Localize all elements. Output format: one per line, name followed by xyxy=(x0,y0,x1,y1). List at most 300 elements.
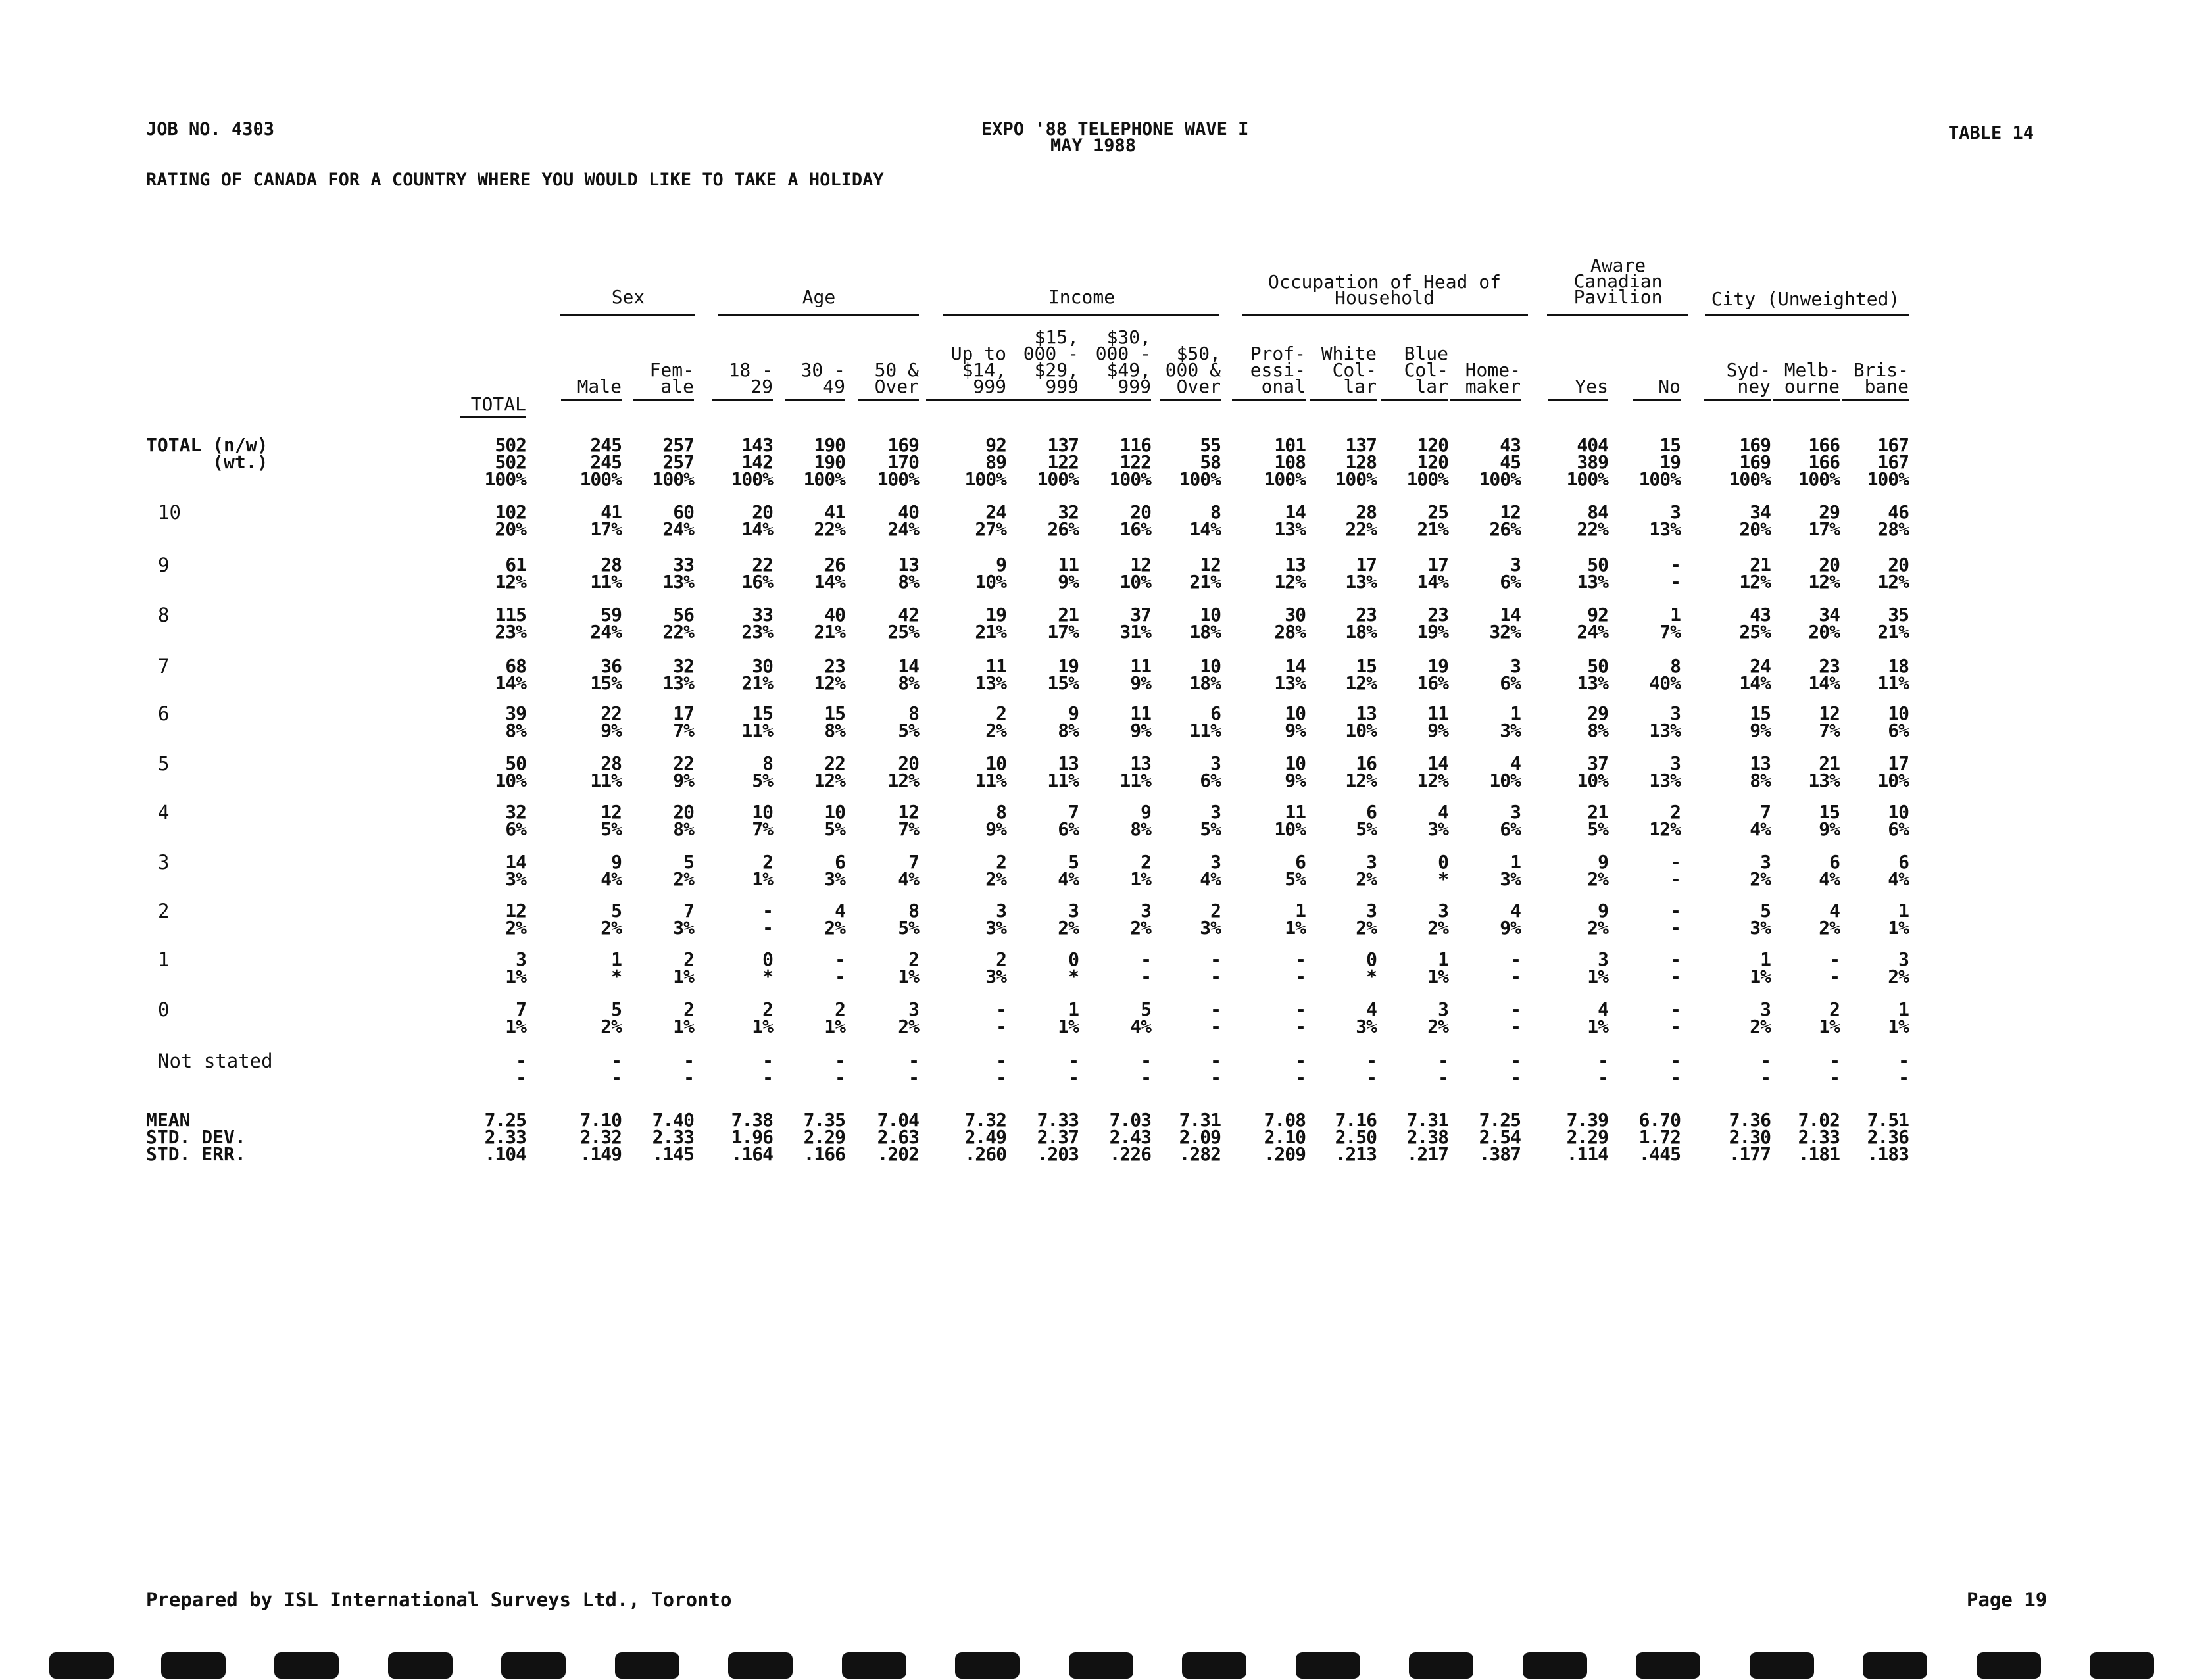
feed-hole xyxy=(1863,1652,1927,1679)
table-cell: 2 2% xyxy=(985,703,1006,741)
table-cell: 190 190 100% xyxy=(803,434,845,490)
table-cell: - - xyxy=(1510,1050,1521,1089)
table-cell: 3 2% xyxy=(898,999,919,1037)
table-cell: - - xyxy=(996,999,1006,1037)
table-cell: 13 11% xyxy=(1119,753,1151,791)
table-cell: 10 11% xyxy=(975,753,1006,791)
table-cell: 3 6% xyxy=(1500,554,1521,593)
table-cell: 7.31 2.09 .282 xyxy=(1179,1109,1221,1165)
table-cell: 15 8% xyxy=(824,703,845,741)
table-cell: 14 13% xyxy=(1274,501,1306,540)
page-number: Page 19 xyxy=(1967,1589,2048,1611)
group-rule xyxy=(560,314,695,316)
table-cell: 12 7% xyxy=(1819,703,1840,741)
table-cell: 3 2% xyxy=(1888,949,1909,987)
column-header: 18 - 29 xyxy=(728,359,773,397)
table-cell: 3 6% xyxy=(1500,801,1521,840)
report-title: EXPO '88 TELEPHONE WAVE I xyxy=(981,119,1249,139)
table-cell: 6 11% xyxy=(1189,703,1221,741)
group-header-income: Income xyxy=(1048,286,1116,308)
column-rule xyxy=(1310,399,1377,401)
column-header: Home- maker xyxy=(1465,359,1521,397)
table-cell: - - xyxy=(516,1050,526,1089)
column-rule xyxy=(926,399,1006,401)
table-cell: - - xyxy=(1510,949,1521,987)
table-cell: 2 1% xyxy=(752,999,773,1037)
feed-hole xyxy=(1977,1652,2041,1679)
table-cell: 14 8% xyxy=(898,655,919,694)
column-rule xyxy=(1077,399,1151,401)
table-cell: - - xyxy=(1670,949,1681,987)
table-cell: 7 4% xyxy=(1750,801,1771,840)
table-cell: 12 7% xyxy=(898,801,919,840)
table-cell: 25 21% xyxy=(1417,501,1448,540)
feed-hole xyxy=(2090,1652,2154,1679)
table-cell: 4 2% xyxy=(1819,900,1840,939)
group-header-aware: Aware Canadian Pavilion xyxy=(1573,255,1663,308)
prepared-by: Prepared by ISL International Surveys Ltd., Toronto xyxy=(146,1589,732,1611)
column-header: Syd- ney xyxy=(1726,359,1771,397)
table-cell: 34 20% xyxy=(1808,604,1840,643)
table-cell: 8 40% xyxy=(1649,655,1681,694)
table-cell: 22 16% xyxy=(741,554,773,593)
column-header: Up to $14, 999 xyxy=(950,343,1006,397)
table-cell: 59 24% xyxy=(590,604,622,643)
table-cell: 6.70 1.72 .445 xyxy=(1638,1109,1681,1165)
table-cell: 61 12% xyxy=(495,554,526,593)
table-cell: 7.25 2.33 .104 xyxy=(484,1109,526,1165)
table-cell: 11 9% xyxy=(1130,655,1151,694)
feed-hole xyxy=(955,1652,1020,1679)
table-number: TABLE 14 xyxy=(1948,123,2034,143)
column-header: 30 - 49 xyxy=(800,359,845,397)
table-cell: 116 122 100% xyxy=(1109,434,1151,490)
table-cell: 21 13% xyxy=(1808,753,1840,791)
table-cell: 33 23% xyxy=(741,604,773,643)
table-cell: 9 10% xyxy=(975,554,1006,593)
feed-hole xyxy=(1069,1652,1133,1679)
table-cell: 15 9% xyxy=(1819,801,1840,840)
table-cell: 43 45 100% xyxy=(1479,434,1521,490)
feed-hole xyxy=(49,1652,114,1679)
table-cell: 15 11% xyxy=(741,703,773,741)
table-cell: 1 7% xyxy=(1659,604,1681,643)
table-cell: 7.31 2.38 .217 xyxy=(1406,1109,1448,1165)
table-cell: 92 89 100% xyxy=(964,434,1006,490)
table-cell: 1 1% xyxy=(1888,999,1909,1037)
table-cell: 13 8% xyxy=(898,554,919,593)
table-cell: 2 1% xyxy=(673,999,694,1037)
table-cell: 39 8% xyxy=(505,703,526,741)
table-cell: 23 18% xyxy=(1345,604,1377,643)
table-cell: 8 9% xyxy=(985,801,1006,840)
table-cell: 34 20% xyxy=(1739,501,1771,540)
table-cell: 3 13% xyxy=(1649,501,1681,540)
table-cell: 28 11% xyxy=(590,753,622,791)
table-cell: 137 128 100% xyxy=(1335,434,1377,490)
table-cell: 6 4% xyxy=(1819,851,1840,890)
table-cell: 169 170 100% xyxy=(877,434,919,490)
table-cell: 50 13% xyxy=(1577,554,1608,593)
table-cell: 14 3% xyxy=(505,851,526,890)
report-date: MAY 1988 xyxy=(1050,136,1137,156)
column-header: Prof- essi- onal xyxy=(1250,343,1306,397)
table-cell: 8 14% xyxy=(1189,501,1221,540)
row-label: 10 xyxy=(158,501,181,524)
table-cell: 1 3% xyxy=(1500,851,1521,890)
table-cell: 15 9% xyxy=(1750,703,1771,741)
column-rule xyxy=(633,399,694,401)
table-cell: 102 20% xyxy=(495,501,526,540)
table-cell: 11 9% xyxy=(1130,703,1151,741)
table-cell: 22 12% xyxy=(814,753,845,791)
table-cell: 7.03 2.43 .226 xyxy=(1109,1109,1151,1165)
table-cell: 8 5% xyxy=(898,900,919,939)
column-header: Yes xyxy=(1575,376,1608,397)
table-cell: 10 9% xyxy=(1285,703,1306,741)
table-cell: 29 17% xyxy=(1808,501,1840,540)
table-cell: 2 3% xyxy=(1200,900,1221,939)
table-cell: 8 5% xyxy=(752,753,773,791)
table-cell: 3 3% xyxy=(985,900,1006,939)
table-cell: 26 14% xyxy=(814,554,845,593)
table-cell: 37 31% xyxy=(1119,604,1151,643)
table-cell: 10 18% xyxy=(1189,655,1221,694)
table-cell: 4 2% xyxy=(824,900,845,939)
row-label: MEAN STD. DEV. STD. ERR. xyxy=(146,1109,246,1165)
table-cell: 20 14% xyxy=(741,501,773,540)
table-cell: 3 2% xyxy=(1356,900,1377,939)
column-header: Male xyxy=(577,376,622,397)
table-cell: - - xyxy=(1068,1050,1079,1089)
column-header: 50 & Over xyxy=(874,359,919,397)
table-cell: 2 1% xyxy=(1819,999,1840,1037)
table-cell: 4 3% xyxy=(1356,999,1377,1037)
group-rule xyxy=(1705,314,1909,316)
table-cell: - - xyxy=(1366,1050,1377,1089)
table-cell: 3 4% xyxy=(1200,851,1221,890)
table-cell: 14 13% xyxy=(1274,655,1306,694)
table-cell: 0 * xyxy=(1068,949,1079,987)
table-cell: - - xyxy=(1898,1050,1909,1089)
table-cell: 3 2% xyxy=(1356,851,1377,890)
table-cell: 20 12% xyxy=(1877,554,1909,593)
column-rule xyxy=(1633,399,1681,401)
column-rule xyxy=(1548,399,1608,401)
row-label: 1 xyxy=(158,949,170,971)
table-cell: 7.04 2.63 .202 xyxy=(877,1109,919,1165)
table-cell: 22 9% xyxy=(673,753,694,791)
table-cell: 15 12% xyxy=(1345,655,1377,694)
table-cell: 12 5% xyxy=(601,801,622,840)
table-cell: 115 23% xyxy=(495,604,526,643)
column-header: White Col- lar xyxy=(1321,343,1377,397)
table-cell: 32 6% xyxy=(505,801,526,840)
table-cell: 2 1% xyxy=(898,949,919,987)
table-cell: 50 10% xyxy=(495,753,526,791)
table-cell: 20 16% xyxy=(1119,501,1151,540)
table-cell: 14 12% xyxy=(1417,753,1448,791)
table-cell: - - xyxy=(1598,1050,1608,1089)
table-cell: 9 2% xyxy=(1587,900,1608,939)
column-rule xyxy=(1232,399,1306,401)
table-cell: 7 6% xyxy=(1058,801,1079,840)
table-cell: 11 9% xyxy=(1427,703,1448,741)
table-cell: 18 11% xyxy=(1877,655,1909,694)
group-rule xyxy=(718,314,919,316)
table-cell: - - xyxy=(1141,949,1151,987)
table-cell: 1 1% xyxy=(1427,949,1448,987)
row-label: 5 xyxy=(158,753,170,775)
table-cell: 0 * xyxy=(1438,851,1448,890)
table-cell: 9 4% xyxy=(601,851,622,890)
table-cell: 2 2% xyxy=(985,851,1006,890)
table-cell: 11 9% xyxy=(1058,554,1079,593)
table-cell: 3 2% xyxy=(1130,900,1151,939)
table-cell: 3 13% xyxy=(1649,753,1681,791)
table-cell: 10 18% xyxy=(1189,604,1221,643)
table-cell: 7.40 2.33 .145 xyxy=(652,1109,694,1165)
table-cell: 1 3% xyxy=(1500,703,1521,741)
table-cell: 17 13% xyxy=(1345,554,1377,593)
table-cell: 2 1% xyxy=(673,949,694,987)
table-cell: 1 1% xyxy=(1058,999,1079,1037)
table-cell: - - xyxy=(835,1050,845,1089)
table-cell: 7 4% xyxy=(898,851,919,890)
table-cell: 3 1% xyxy=(505,949,526,987)
table-cell: 3 6% xyxy=(1500,655,1521,694)
table-cell: - - xyxy=(1670,851,1681,890)
table-cell: 5 4% xyxy=(1130,999,1151,1037)
table-cell: 12 2% xyxy=(505,900,526,939)
table-cell: 6 4% xyxy=(1888,851,1909,890)
table-cell: 55 58 100% xyxy=(1179,434,1221,490)
table-cell: 5 2% xyxy=(601,900,622,939)
table-cell: 3 2% xyxy=(1750,999,1771,1037)
table-cell: 15 19 100% xyxy=(1638,434,1681,490)
table-cell: 13 10% xyxy=(1345,703,1377,741)
table-cell: 32 13% xyxy=(662,655,694,694)
row-label: 3 xyxy=(158,851,170,874)
row-label: 2 xyxy=(158,900,170,922)
table-cell: 1 1% xyxy=(1285,900,1306,939)
table-cell: 56 22% xyxy=(662,604,694,643)
table-cell: 2 12% xyxy=(1649,801,1681,840)
feed-hole xyxy=(842,1652,906,1679)
group-header-city: City (Unweighted) xyxy=(1711,288,1900,310)
table-cell: 6 5% xyxy=(1285,851,1306,890)
table-cell: 14 32% xyxy=(1489,604,1521,643)
table-cell: 7.36 2.30 .177 xyxy=(1729,1109,1771,1165)
table-cell: 7.38 1.96 .164 xyxy=(731,1109,773,1165)
table-cell: - - xyxy=(762,1050,773,1089)
table-cell: - - xyxy=(1438,1050,1448,1089)
table-cell: 19 21% xyxy=(975,604,1006,643)
table-cell: 3 13% xyxy=(1649,703,1681,741)
table-cell: 7.33 2.37 .203 xyxy=(1037,1109,1079,1165)
table-cell: 92 24% xyxy=(1577,604,1608,643)
table-cell: 28 11% xyxy=(590,554,622,593)
feed-hole xyxy=(1296,1652,1360,1679)
job-number: JOB NO. 4303 xyxy=(146,119,275,139)
table-cell: - - xyxy=(908,1050,919,1089)
column-rule xyxy=(1005,399,1079,401)
table-cell: 30 21% xyxy=(741,655,773,694)
table-cell: - - xyxy=(1670,1050,1681,1089)
table-cell: 17 7% xyxy=(673,703,694,741)
table-cell: 33 13% xyxy=(662,554,694,593)
table-cell: 169 169 100% xyxy=(1729,434,1771,490)
table-cell: - - xyxy=(1295,999,1306,1037)
table-cell: - - xyxy=(1295,949,1306,987)
table-cell: 13 11% xyxy=(1047,753,1079,791)
column-rule xyxy=(561,399,622,401)
feed-hole xyxy=(274,1652,339,1679)
table-cell: - - xyxy=(835,949,845,987)
table-cell: - - xyxy=(1670,900,1681,939)
table-cell: 4 3% xyxy=(1427,801,1448,840)
table-cell: - - xyxy=(1670,554,1681,593)
group-rule xyxy=(1242,314,1528,316)
feed-hole xyxy=(615,1652,679,1679)
table-cell: 41 17% xyxy=(590,501,622,540)
table-cell: 2 1% xyxy=(824,999,845,1037)
table-cell: 9 2% xyxy=(1587,851,1608,890)
table-cell: 1 * xyxy=(611,949,622,987)
table-cell: 5 4% xyxy=(1058,851,1079,890)
feed-hole xyxy=(1636,1652,1700,1679)
column-rule xyxy=(858,399,919,401)
table-cell: 167 167 100% xyxy=(1867,434,1909,490)
table-cell: 40 21% xyxy=(814,604,845,643)
table-cell: 7.39 2.29 .114 xyxy=(1566,1109,1608,1165)
table-cell: 5 3% xyxy=(1750,900,1771,939)
table-cell: 24 14% xyxy=(1739,655,1771,694)
column-rule xyxy=(1450,399,1521,401)
table-cell: 7 1% xyxy=(505,999,526,1037)
question-text: RATING OF CANADA FOR A COUNTRY WHERE YOU WOULD LIKE TO TAKE A HOLIDAY xyxy=(146,170,884,190)
column-rule xyxy=(1704,399,1771,401)
table-cell: 3 1% xyxy=(1587,949,1608,987)
table-cell: - - xyxy=(611,1050,622,1089)
table-cell: 19 16% xyxy=(1417,655,1448,694)
group-header-age: Age xyxy=(802,286,836,308)
feed-hole xyxy=(161,1652,226,1679)
row-label: 4 xyxy=(158,801,170,824)
table-cell: - - xyxy=(1141,1050,1151,1089)
table-cell: 23 14% xyxy=(1808,655,1840,694)
table-cell: 19 15% xyxy=(1047,655,1079,694)
column-rule xyxy=(460,416,526,418)
table-cell: 13 12% xyxy=(1274,554,1306,593)
row-label: 8 xyxy=(158,604,170,626)
table-cell: 3 2% xyxy=(1427,900,1448,939)
column-header: Blue Col- lar xyxy=(1404,343,1448,397)
table-cell: - - xyxy=(1210,999,1221,1037)
table-cell: 257 257 100% xyxy=(652,434,694,490)
table-cell: - - xyxy=(1760,1050,1771,1089)
row-label: 9 xyxy=(158,554,170,576)
table-cell: 10 6% xyxy=(1888,703,1909,741)
table-cell: 2 1% xyxy=(1130,851,1151,890)
table-cell: 0 * xyxy=(762,949,773,987)
table-cell: 7.51 2.36 .183 xyxy=(1867,1109,1909,1165)
table-cell: 50 13% xyxy=(1577,655,1608,694)
table-cell: - - xyxy=(1829,1050,1840,1089)
column-rule xyxy=(1160,399,1221,401)
table-cell: 17 14% xyxy=(1417,554,1448,593)
column-header: Fem- ale xyxy=(649,359,694,397)
table-cell: 43 25% xyxy=(1739,604,1771,643)
table-cell: 68 14% xyxy=(495,655,526,694)
table-cell: 4 9% xyxy=(1500,900,1521,939)
table-cell: 3 2% xyxy=(1427,999,1448,1037)
table-cell: 1 1% xyxy=(1750,949,1771,987)
table-cell: - - xyxy=(1670,999,1681,1037)
table-cell: 46 28% xyxy=(1877,501,1909,540)
table-cell: 4 1% xyxy=(1587,999,1608,1037)
table-cell: 5 2% xyxy=(601,999,622,1037)
table-cell: 24 27% xyxy=(975,501,1006,540)
table-cell: 13 8% xyxy=(1750,753,1771,791)
column-rule xyxy=(712,399,773,401)
table-cell: - - xyxy=(996,1050,1006,1089)
table-cell: 6 3% xyxy=(824,851,845,890)
table-cell: 7 3% xyxy=(673,900,694,939)
table-cell: - - xyxy=(1210,1050,1221,1089)
row-label: 6 xyxy=(158,703,170,725)
table-cell: 21 12% xyxy=(1739,554,1771,593)
column-rule xyxy=(785,399,845,401)
table-cell: 12 26% xyxy=(1489,501,1521,540)
feed-hole xyxy=(1182,1652,1246,1679)
feed-hole xyxy=(501,1652,566,1679)
table-cell: 7.02 2.33 .181 xyxy=(1798,1109,1840,1165)
column-rule xyxy=(1842,399,1909,401)
column-rule xyxy=(1381,399,1448,401)
table-cell: 35 21% xyxy=(1877,604,1909,643)
table-cell: 166 166 100% xyxy=(1798,434,1840,490)
table-cell: 7.32 2.49 .260 xyxy=(964,1109,1006,1165)
table-cell: 3 2% xyxy=(1750,851,1771,890)
table-cell: 11 13% xyxy=(975,655,1006,694)
group-rule xyxy=(943,314,1219,316)
row-label: 0 xyxy=(158,999,170,1021)
column-header: Bris- bane xyxy=(1853,359,1909,397)
table-cell: - - xyxy=(1210,949,1221,987)
table-cell: 10 6% xyxy=(1888,801,1909,840)
column-header: $30, 000 - $49, 999 xyxy=(1095,326,1151,397)
table-cell: 21 5% xyxy=(1587,801,1608,840)
group-rule xyxy=(1547,314,1688,316)
feed-hole xyxy=(388,1652,453,1679)
column-header: TOTAL xyxy=(470,393,526,415)
table-cell: 8 5% xyxy=(898,703,919,741)
tractor-feed-holes xyxy=(0,1644,2187,1680)
table-cell: 23 12% xyxy=(814,655,845,694)
table-cell: 16 12% xyxy=(1345,753,1377,791)
table-cell: 20 8% xyxy=(673,801,694,840)
table-cell: 42 25% xyxy=(887,604,919,643)
table-cell: 12 10% xyxy=(1119,554,1151,593)
table-cell: 7.25 2.54 .387 xyxy=(1479,1109,1521,1165)
table-cell: 2 3% xyxy=(985,949,1006,987)
table-cell: 37 10% xyxy=(1577,753,1608,791)
table-cell: 36 15% xyxy=(590,655,622,694)
row-label: Not stated xyxy=(158,1050,273,1072)
table-cell: 3 2% xyxy=(1058,900,1079,939)
table-cell: 7.35 2.29 .166 xyxy=(803,1109,845,1165)
